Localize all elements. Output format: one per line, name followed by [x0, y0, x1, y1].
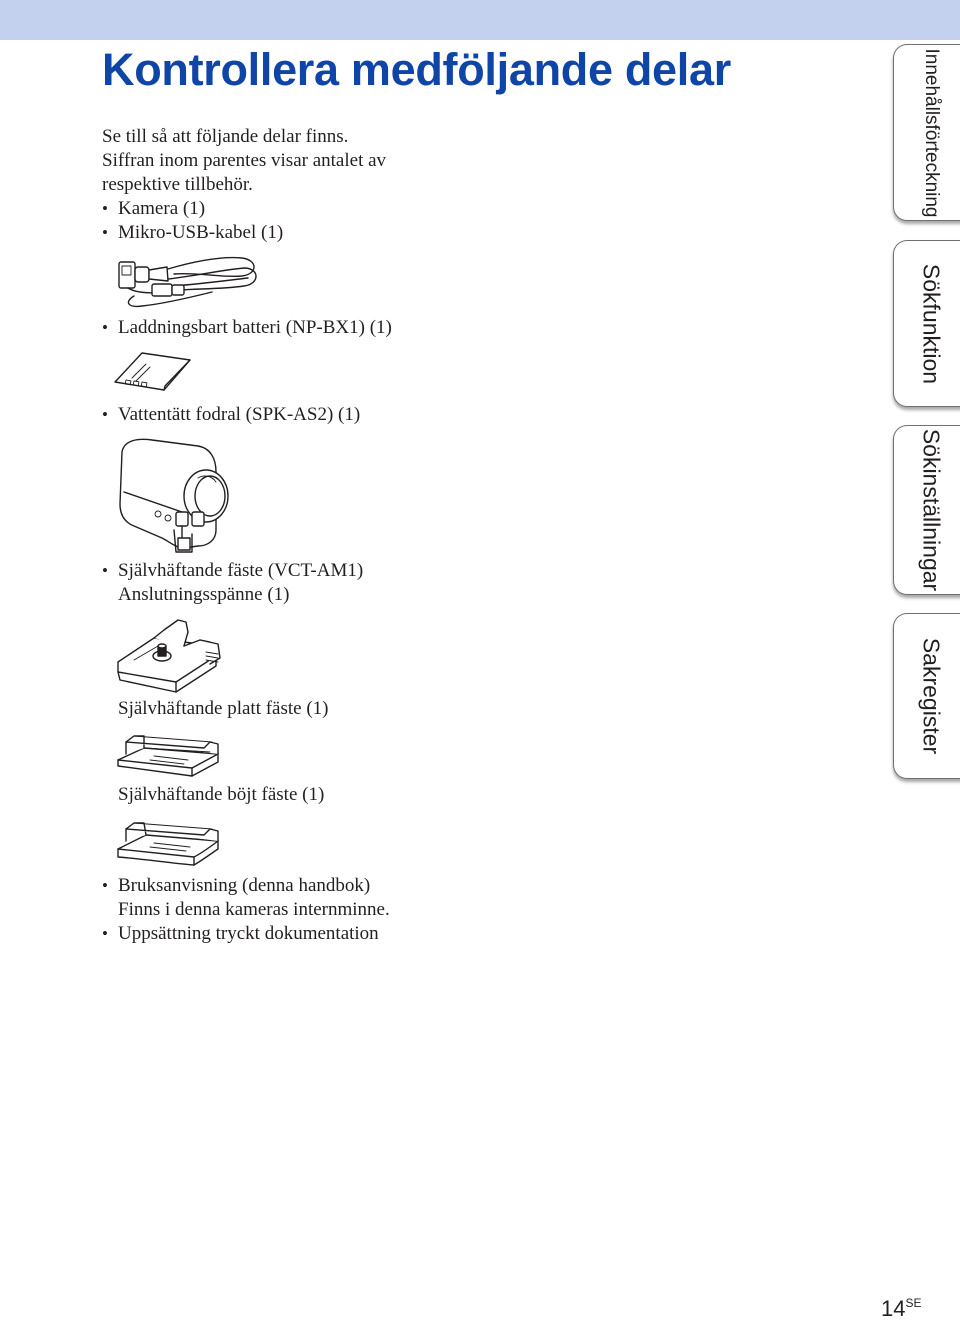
tab-index[interactable]: [893, 613, 960, 779]
item-micro-usb-cable: Mikro-USB-kabel (1): [118, 222, 284, 243]
item-printed-documentation: Uppsättning tryckt dokumentation: [118, 923, 379, 944]
battery-illustration: [112, 350, 194, 392]
adhesive-mount-illustration: [114, 616, 224, 696]
item-waterproof-case: Vattentätt fodral (SPK-AS2) (1): [118, 404, 361, 425]
page-number-value: 14: [881, 1296, 906, 1321]
item-instruction-manual: Bruksanvisning (denna handbok): [118, 875, 371, 896]
item-manual-note: Finns i denna kameras internminne.: [118, 899, 390, 920]
bullet: •: [102, 876, 108, 895]
top-color-bar: [0, 0, 960, 40]
bullet: •: [102, 405, 108, 424]
curved-mount-illustration: [114, 815, 226, 867]
tab-search-settings[interactable]: [893, 425, 960, 595]
tab-table-of-contents[interactable]: [893, 44, 960, 221]
bullet: •: [102, 318, 108, 337]
page-title: Kontrollera medföljande delar: [102, 44, 731, 95]
bullet: •: [102, 561, 108, 580]
tab-label-table-of-contents: Innehållsförteckning: [921, 48, 942, 217]
intro-line-3: respektive tillbehör.: [102, 174, 253, 195]
tab-label-index: Sakregister: [918, 637, 945, 755]
tab-label-search-function: Sökfunktion: [918, 263, 945, 384]
item-buckle: Anslutningsspänne (1): [118, 584, 290, 605]
intro-line-1: Se till så att följande delar finns.: [102, 126, 349, 147]
page-number-suffix: SE: [905, 1296, 922, 1310]
usb-cable-illustration: [112, 248, 262, 310]
tab-search-function[interactable]: [893, 240, 960, 407]
item-flat-mount: Självhäftande platt fäste (1): [118, 698, 329, 719]
item-curved-mount: Självhäftande böjt fäste (1): [118, 784, 325, 805]
bullet: •: [102, 223, 108, 242]
item-rechargeable-battery: Laddningsbart batteri (NP-BX1) (1): [118, 317, 392, 338]
bullet: •: [102, 199, 108, 218]
tab-label-search-settings: Sökinställningar: [918, 428, 945, 592]
item-camera: Kamera (1): [118, 198, 206, 219]
page-number: [881, 1296, 922, 1322]
intro-line-2: Siffran inom parentes visar antalet av: [102, 150, 387, 171]
waterproof-case-illustration: [112, 434, 232, 554]
item-adhesive-mount: Självhäftande fäste (VCT-AM1): [118, 560, 364, 581]
bullet: •: [102, 924, 108, 943]
flat-mount-illustration: [114, 730, 226, 778]
